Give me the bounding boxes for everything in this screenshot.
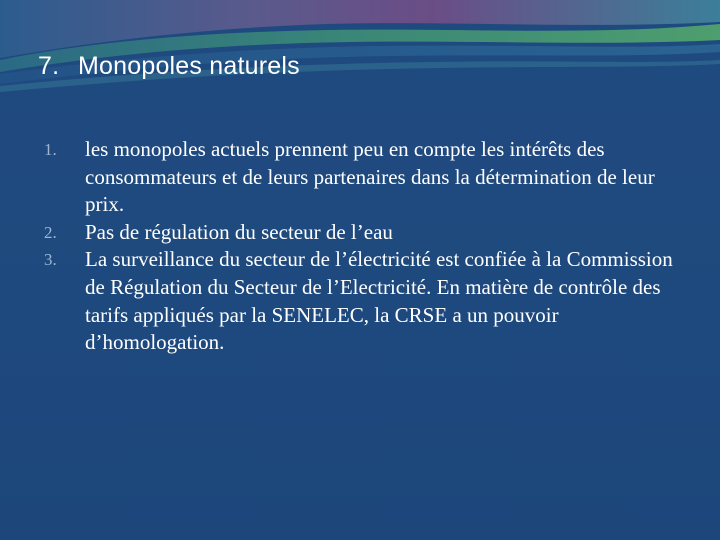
title-number: 7. xyxy=(38,52,60,80)
list-item-marker: 1. xyxy=(44,140,57,159)
title-text: Monopoles naturels xyxy=(78,52,300,80)
slide-title xyxy=(38,52,300,81)
list-item-text: Pas de régulation du secteur de l’eau xyxy=(85,219,393,244)
list-item xyxy=(44,246,694,356)
numbered-list xyxy=(44,136,694,357)
list-item-text: La surveillance du secteur de l’électricité est confiée à la Commission de Régulation du Secteur de l’Electricité. En matière de contrôle des tarifs appliqués par la SENELEC, la CRSE a un pouvoir d’homologation. xyxy=(85,247,673,355)
list-item xyxy=(44,219,694,247)
list-item xyxy=(44,136,694,219)
list-item-marker: 2. xyxy=(44,222,57,242)
list-item-text: les monopoles actuels prennent peu en compte les intérêts des consommateurs et de leurs partenaires dans la détermination de leur prix. xyxy=(85,137,655,217)
list-item-marker: 3. xyxy=(44,250,57,270)
